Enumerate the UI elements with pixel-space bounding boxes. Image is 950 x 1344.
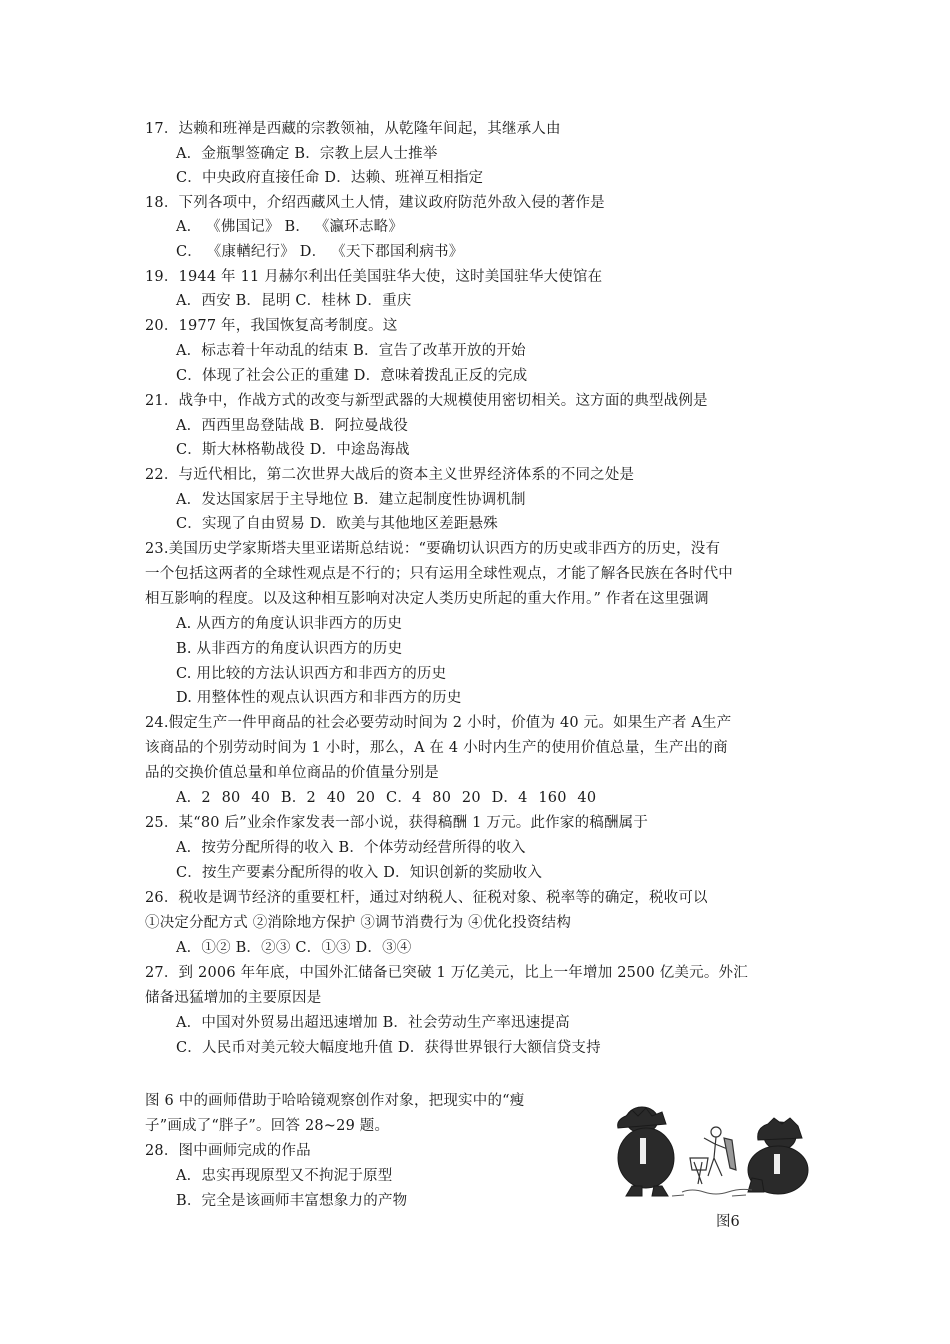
question-18-options-cd: C． 《康輶纪行》 D． 《天下郡国利病书》 <box>176 244 464 260</box>
painter-illustration <box>690 1127 736 1184</box>
question-18-stem: 18．下列各项中，介绍西藏风土人情，建议政府防范外敌入侵的著作是 <box>145 195 605 211</box>
question-26-items: ①决定分配方式 ②消除地方保护 ③调节消费行为 ④优化投资结构 <box>145 915 572 931</box>
question-23-option-c: C. 用比较的方法认识西方和非西方的历史 <box>176 666 447 682</box>
question-25-options-cd: C．按生产要素分配所得的收入 D．知识创新的奖励收入 <box>176 865 543 881</box>
question-22-options-ab: A．发达国家居于主导地位 B．建立起制度性协调机制 <box>176 492 526 508</box>
question-20-stem: 20．1977 年，我国恢复高考制度。这 <box>145 318 398 334</box>
question-22-stem: 22．与近代相比，第二次世界大战后的资本主义世界经济体系的不同之处是 <box>145 467 635 483</box>
question-20-options-ab: A．标志着十年动乱的结束 B．宣告了改革开放的开始 <box>176 343 526 359</box>
question-27-stem-line-2: 储备迅猛增加的主要原因是 <box>145 990 322 1006</box>
question-28-option-b: B．完全是该画师丰富想象力的产物 <box>176 1193 408 1209</box>
question-25-stem: 25．某“80 后”业余作家发表一部小说，获得稿酬 1 万元。此作家的稿酬属于 <box>145 815 649 831</box>
question-23-option-a: A. 从西方的角度认识非西方的历史 <box>176 616 403 632</box>
ground-scribble <box>672 1189 752 1196</box>
figure-intro-line-2: 子”画成了“胖子”。回答 28~29 题。 <box>145 1118 390 1134</box>
question-28-option-a: A．忠实再现原型又不拘泥于原型 <box>176 1168 393 1184</box>
question-19-stem: 19．1944 年 11 月赫尔利出任美国驻华大使，这时美国驻华大使馆在 <box>145 269 603 285</box>
fat-figure-left-illustration <box>618 1107 674 1196</box>
figure-caption: 图6 <box>716 1214 740 1230</box>
question-21-stem: 21．战争中，作战方式的改变与新型武器的大规模使用密切相关。这方面的典型战例是 <box>145 393 708 409</box>
question-26-stem: 26．税收是调节经济的重要杠杆，通过对纳税人、征税对象、税率等的确定，税收可以 <box>145 890 708 906</box>
question-22-options-cd: C．实现了自由贸易 D．欧美与其他地区差距悬殊 <box>176 516 498 532</box>
question-17-options-ab: A．金瓶掣签确定 B．宗教上层人士推举 <box>176 146 438 162</box>
fat-figure-right-illustration <box>748 1118 808 1194</box>
question-25-options-ab: A．按劳分配所得的收入 B．个体劳动经营所得的收入 <box>176 840 526 856</box>
question-23-stem-line-3: 相互影响的程度。以及这种相互影响对决定人类历史所起的重大作用。” 作者在这里强调 <box>145 591 709 607</box>
question-24-stem-line-1: 24.假定生产一件甲商品的社会必要劳动时间为 2 小时，价值为 40 元。如果生产者 A生产 <box>145 715 732 731</box>
question-21-options-ab: A．西西里岛登陆战 B．阿拉曼战役 <box>176 418 409 434</box>
question-27-options-cd: C．人民币对美元较大幅度地升值 D．获得世界银行大额信贷支持 <box>176 1040 601 1056</box>
question-17-stem: 17．达赖和班禅是西藏的宗教领袖，从乾隆年间起，其继承人由 <box>145 121 561 137</box>
question-28-stem: 28．图中画师完成的作品 <box>145 1143 311 1159</box>
question-27-stem-line-1: 27．到 2006 年年底，中国外汇储备已突破 1 万亿美元，比上一年增加 2500 亿美元。外汇 <box>145 965 748 981</box>
question-19-options: A．西安 B．昆明 C．桂林 D．重庆 <box>176 293 412 309</box>
question-23-option-b: B. 从非西方的角度认识西方的历史 <box>176 641 403 657</box>
question-24-stem-line-3: 品的交换价值总量和单位商品的价值量分别是 <box>145 765 439 781</box>
question-24-options: A．2 80 40 B．2 40 20 C．4 80 20 D．4 160 40 <box>176 790 597 806</box>
question-20-options-cd: C．体现了社会公正的重建 D．意味着拨乱正反的完成 <box>176 368 528 384</box>
cartoon-figure <box>612 1098 812 1198</box>
question-17-options-cd: C．中央政府直接任命 D．达赖、班禅互相指定 <box>176 170 484 186</box>
question-24-stem-line-2: 该商品的个别劳动时间为 1 小时，那么，A 在 4 小时内生产的使用价值总量，生产出的商 <box>145 740 728 756</box>
question-18-options-ab: A． 《佛国记》 B． 《瀛环志略》 <box>176 219 404 235</box>
question-23-stem-line-2: 一个包括这两者的全球性观点是不行的；只有运用全球性观点，才能了解各民族在各时代中 <box>145 566 733 582</box>
question-21-options-cd: C．斯大林格勒战役 D．中途岛海战 <box>176 442 410 458</box>
question-23-stem-line-1: 23.美国历史学家斯塔夫里亚诺斯总结说：“要确切认识西方的历史或非西方的历史，没有 <box>145 541 721 557</box>
question-23-option-d: D. 用整体性的观点认识西方和非西方的历史 <box>176 690 462 706</box>
figure-intro-line-1: 图 6 中的画师借助于哈哈镜观察创作对象，把现实中的“瘦 <box>145 1093 525 1109</box>
question-26-options: A．①② B．②③ C．①③ D．③④ <box>176 940 412 956</box>
question-27-options-ab: A．中国对外贸易出超迅速增加 B．社会劳动生产率迅速提高 <box>176 1015 570 1031</box>
